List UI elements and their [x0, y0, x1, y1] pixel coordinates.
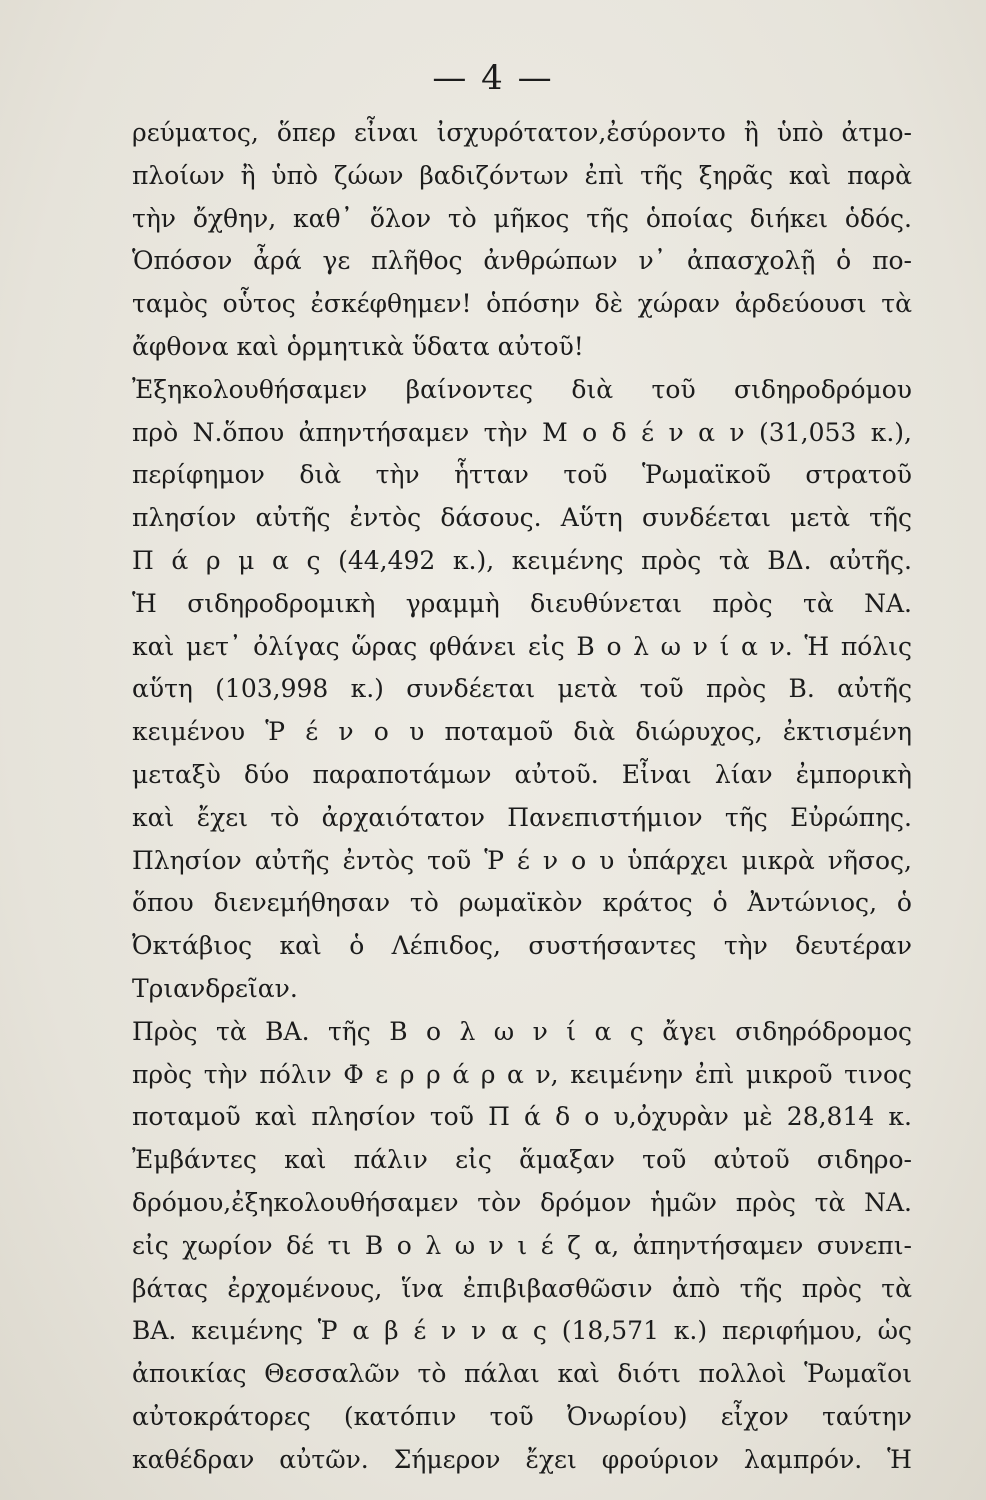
text-line: Π ά ρ μ α ς (44,492 κ.), κειμένης πρὸς τὰ ΒΔ. αὐτῆς. [132, 545, 912, 575]
text-line: καθέδραν αὐτῶν. Σήμερον ἔχει φρούριον λαμπρόν. Ἡ [132, 1444, 912, 1474]
text-line: καὶ ἔχει τὸ ἀρχαιότατον Πανεπιστήμιον τῆς Εὐρώπης. [132, 802, 912, 832]
text-line: πλοίων ἢ ὑπὸ ζώων βαδιζόντων ἐπὶ τῆς ξηρᾶς καὶ παρὰ [132, 160, 912, 190]
text-line: Ἐμβάντες καὶ πάλιν εἰς ἅμαξαν τοῦ αὐτοῦ σιδηρο- [132, 1145, 912, 1175]
text-line: περίφημον διὰ τὴν ἧτταν τοῦ Ῥωμαϊκοῦ στρατοῦ [132, 460, 912, 490]
text-line: ἄφθονα καὶ ὁρμητικὰ ὕδατα αὐτοῦ! [132, 331, 584, 361]
text-line: Ὀκτάβιος καὶ ὁ Λέπιδος, συστήσαντες τὴν δευτέραν [132, 931, 912, 961]
text-line: καὶ μετ᾽ ὀλίγας ὥρας φθάνει εἰς Β ο λ ω ν ί α ν. Ἡ πόλις [132, 631, 912, 661]
text-line: ἀποικίας Θεσσαλῶν τὸ πάλαι καὶ διότι πολλοὶ Ῥωμαῖοι [132, 1359, 912, 1389]
text-line: Ἐξηκολουθήσαμεν βαίνοντες διὰ τοῦ σιδηροδρόμου [132, 374, 912, 404]
text-line: πλησίον αὐτῆς ἐντὸς δάσους. Αὕτη συνδέεται μετὰ τῆς [132, 503, 912, 533]
text-line: μεταξὺ δύο παραποτάμων αὐτοῦ. Εἶναι λίαν ἐμπορικὴ [132, 759, 912, 789]
text-line: Πρὸς τὰ ΒΑ. τῆς Β ο λ ω ν ί α ς ἄγει σιδηρόδρομος [132, 1016, 912, 1046]
page-number: — 4 — [432, 58, 554, 98]
text-line: πρὸς τὴν πόλιν Φ ε ρ ρ ά ρ α ν, κειμένην ἐπὶ μικροῦ τινος [132, 1059, 912, 1089]
text-line: κειμένου Ῥ έ ν ο υ ποταμοῦ διὰ διώρυχος, ἐκτισμένη [132, 717, 912, 747]
text-line: Τριανδρεῖαν. [132, 973, 298, 1003]
text-line: Ἡ σιδηροδρομικὴ γραμμὴ διευθύνεται πρὸς τὰ ΝΑ. [132, 588, 912, 618]
text-line: πρὸ Ν.ὅπου ἀπηντήσαμεν τὴν Μ ο δ έ ν α ν (31,053 κ.), [132, 417, 912, 447]
text-line: ΒΑ. κειμένης Ῥ α β έ ν ν α ς (18,571 κ.) περιφήμου, ὡς [132, 1316, 912, 1346]
text-line: ταμὸς οὗτος ἐσκέφθημεν! ὁπόσην δὲ χώραν ἀρδεύουσι τὰ [132, 289, 912, 319]
text-line: αὐτοκράτορες (κατόπιν τοῦ Ὀνωρίου) εἶχον ταύτην [132, 1401, 912, 1431]
body-text [132, 112, 912, 1482]
text-line: εἰς χωρίον δέ τι Β ο λ ω ν ι έ ζ α, ἀπηντήσαμεν συνεπι- [132, 1230, 912, 1260]
text-line: βάτας ἐρχομένους, ἵνα ἐπιβιβασθῶσιν ἀπὸ τῆς πρὸς τὰ [132, 1273, 912, 1303]
text-line: ρεύματος, ὅπερ εἶναι ἰσχυρότατον,ἐσύροντο ἢ ὑπὸ ἀτμο- [132, 118, 912, 147]
text-line: Ὁπόσον ἆρά γε πλῆθος ἀνθρώπων ν᾽ ἀπασχολῇ ὁ πο- [132, 246, 912, 276]
text-line: ὅπου διενεμήθησαν τὸ ρωμαϊκὸν κράτος ὁ Ἀντώνιος, ὁ [132, 888, 912, 918]
text-line: Πλησίον αὐτῆς ἐντὸς τοῦ Ῥ έ ν ο υ ὑπάρχει μικρὰ νῆσος, [132, 845, 912, 875]
text-line: αὕτη (103,998 κ.) συνδέεται μετὰ τοῦ πρὸς Β. αὐτῆς [132, 674, 912, 704]
text-line: ποταμοῦ καὶ πλησίον τοῦ Π ά δ ο υ,ὀχυρὰν μὲ 28,814 κ. [132, 1102, 912, 1132]
text-line: δρόμου,ἐξηκολουθήσαμεν τὸν δρόμον ἡμῶν πρὸς τὰ ΝΑ. [132, 1187, 912, 1217]
text-line: τὴν ὄχθην, καθ᾽ ὅλον τὸ μῆκος τῆς ὁποίας διήκει ὁδός. [132, 203, 912, 233]
